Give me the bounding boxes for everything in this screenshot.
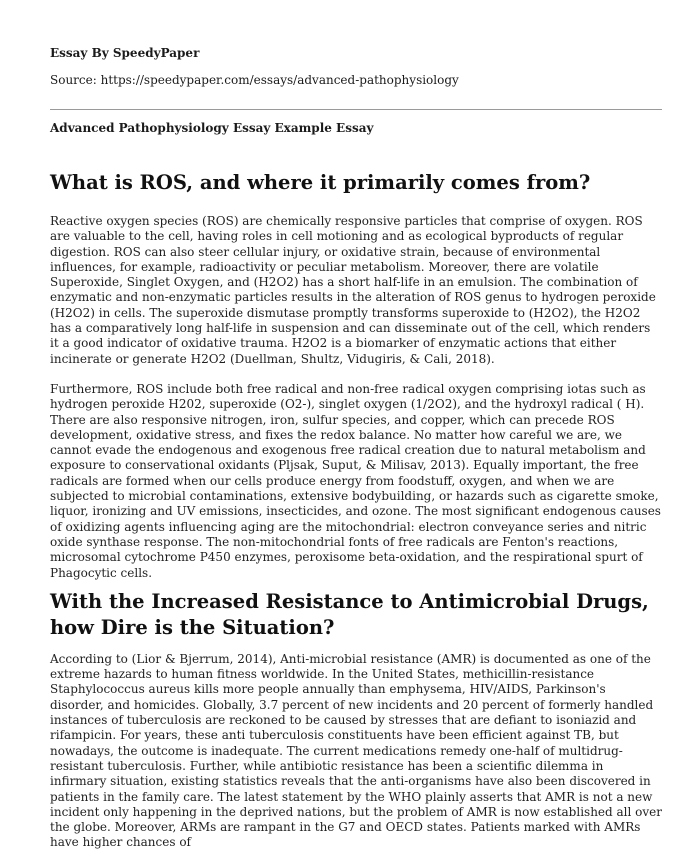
essay-title: Advanced Pathophysiology Essay Example Essay [50,121,374,135]
source-line: Source: https://speedypaper.com/essays/advanced-pathophysiology [50,73,459,87]
section-heading-ros: What is ROS, and where it primarily comes from? [50,171,591,194]
header-divider [50,109,662,110]
paragraph-ros-sources: Furthermore, ROS include both free radical and non-free radical oxygen comprising iotas such as hydrogen peroxide H202, superoxide (O2-), singlet oxygen (1/2O2), and the hydroxyl radical ( H). There are also responsive nitrogen, iron, sulfur species, and copper, which can precede ROS development, oxidative stress, and fixes the redox balance. No matter how careful we are, we cannot evade the endogenous and exogenous free radical creation due to natural metabolism and exposure to conservational oxidants (Pljsak, Suput, & Milisav, 2013). Equally important, the free radicals are formed when our cells produce energy from foodstuff, oxygen, and when we are subjected to microbial contaminations, extensive bodybuilding, or hazards such as cigarette smoke, liquor, ironizing and UV emissions, insecticides, and ozone. The most significant endogenous causes of oxidizing agents influencing aging are the mitochondrial: electron conveyance series and nitric oxide synthase response. The non-mitochondrial fonts of free radicals are Fenton's reactions, microsomal cytochrome P450 enzymes, peroxisome beta-oxidation, and the respirational spurt of Phagocytic cells. [50,381,661,580]
brand-title: Essay By SpeedyPaper [50,46,200,60]
paragraph-ros-definition: Reactive oxygen species (ROS) are chemically responsive particles that comprise of oxygen. ROS are valuable to the cell, having roles in cell motioning and as ecological byproducts of regular digestion. ROS can also steer cellular injury, or oxidative strain, because of environmental influences, for example, radioactivity or peculiar metabolism. Moreover, there are volatile Superoxide, Singlet Oxygen, and (H2O2) has a short half-life in an emulsion. The combination of enzymatic and non-enzymatic particles results in the alteration of ROS genus to hydrogen peroxide (H2O2) in cells. The superoxide dismutase promptly transforms superoxide to (H2O2), the H2O2 has a comparatively long half-life in suspension and can disseminate out of the cell, which renders it a good indicator of oxidative trauma. H2O2 is a biomarker of enzymatic actions that either incinerate or generate H2O2 (Duellman, Shultz, Vidugiris, & Cali, 2018). [50,214,656,366]
essay-body [50,170,662,851]
paragraph-amr: According to (Lior & Bjerrum, 2014), Anti-microbial resistance (AMR) is documented as one of the extreme hazards to human fitness worldwide. In the United States, methicillin-resistance Staphylococcus aureus kills more people annually than emphysema, HIV/AIDS, Parkinson's disorder, and homicides. Globally, 3.7 percent of new incidents and 20 percent of formerly handled instances of tuberculosis are reckoned to be caused by stresses that are defiant to isoniazid and rifampicin. For years, these anti tuberculosis constituents have been efficient against TB, but nowadays, the outcome is inadequate. The current medications remedy one-half of multidrug-resistant tuberculosis. Further, while antibiotic resistance has been a scientific dilemma in infirmary situation, existing statistics reveals that the anti-organisms have also been discovered in patients in the family care. The latest statement by the WHO plainly asserts that AMR is not a new incident only happening in the deprived nations, but the problem of AMR is now established all over the globe. Moreover, ARMs are rampant in the G7 and OECD states. Patients marked with AMRs have higher chances of [50,651,663,850]
section-heading-amr: With the Increased Resistance to Antimicrobial Drugs, how Dire is the Situation? [50,589,649,639]
